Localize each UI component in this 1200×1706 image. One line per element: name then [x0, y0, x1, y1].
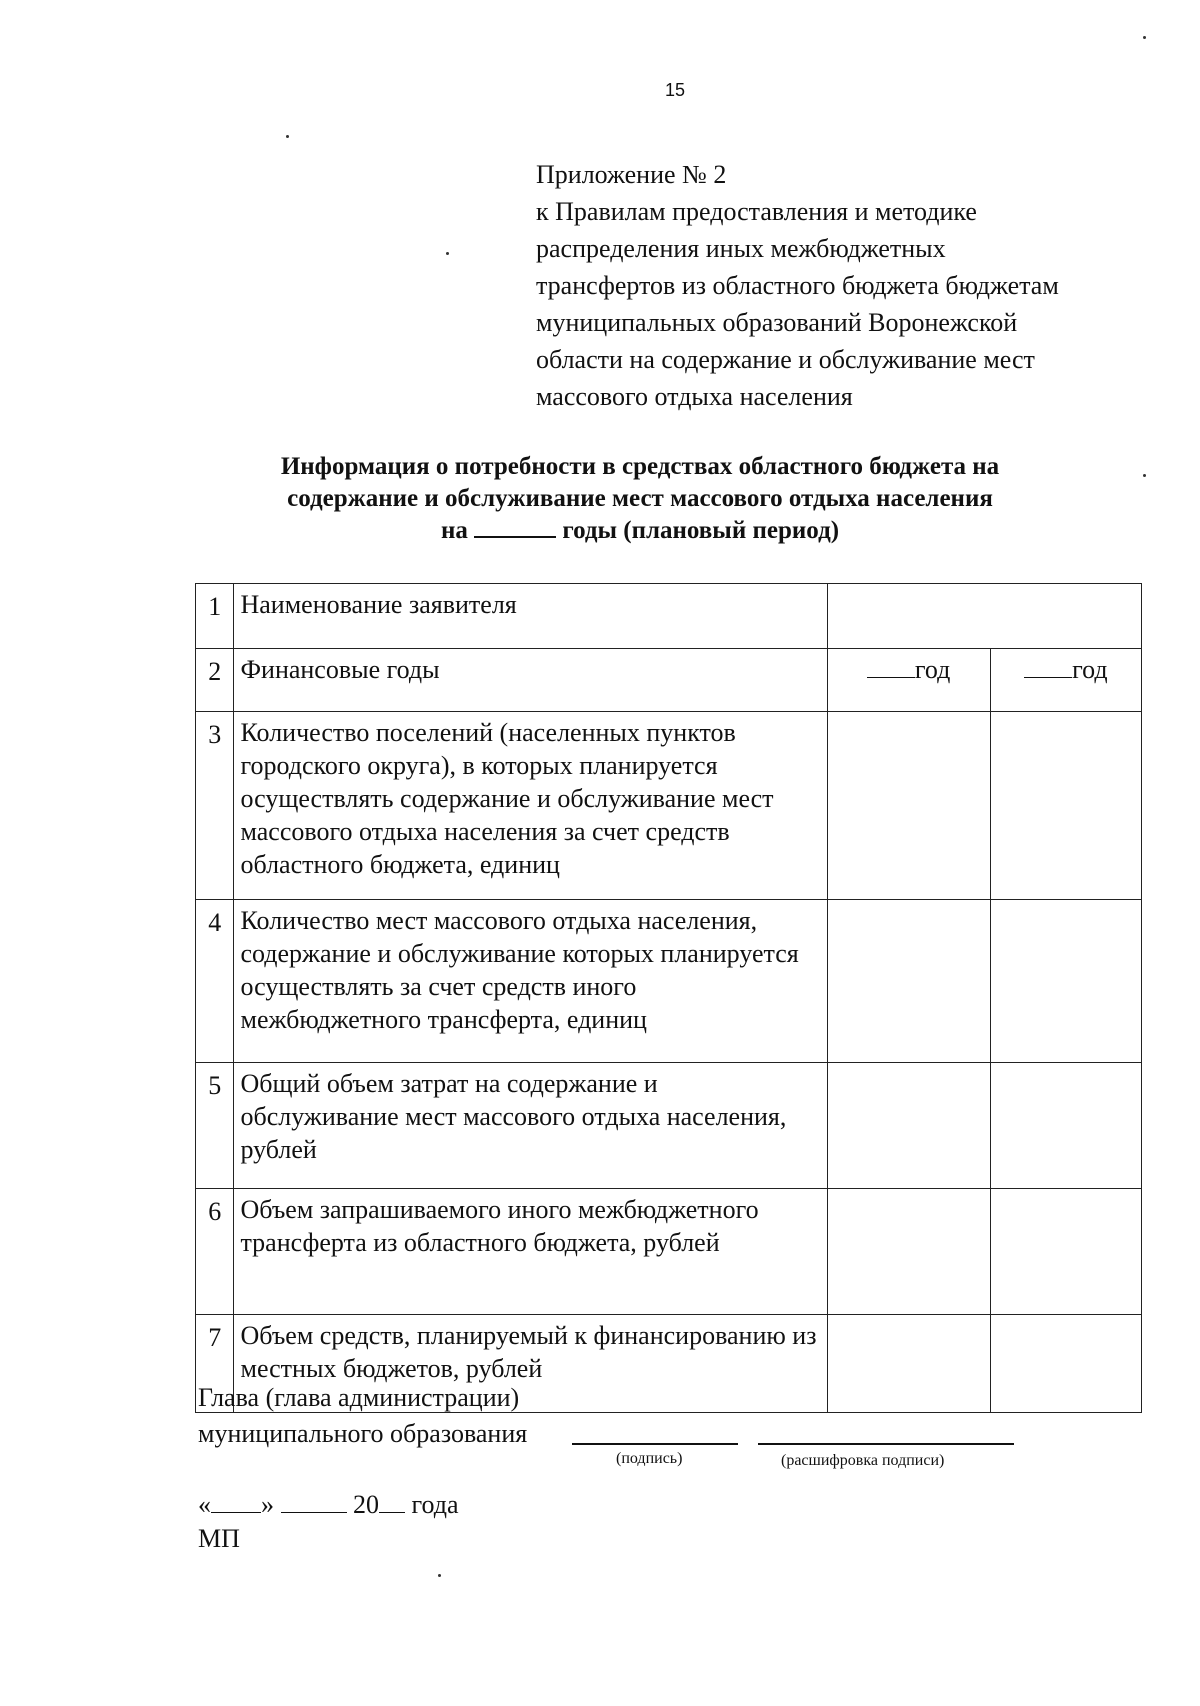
- year-2-label: год: [1072, 655, 1108, 684]
- month-blank[interactable]: [281, 1490, 347, 1513]
- row-number: 3: [196, 712, 234, 900]
- title-line-2: содержание и обслуживание мест массового отдыха населения: [287, 485, 993, 512]
- year-1-label: год: [914, 655, 951, 684]
- row-number: 5: [196, 1063, 234, 1189]
- title-prefix: на: [440, 517, 468, 544]
- table-row: [196, 900, 1142, 1063]
- date-suffix: года: [411, 1490, 459, 1519]
- applicant-name-cell[interactable]: [827, 584, 1141, 649]
- value-cell-year-2[interactable]: [990, 900, 1141, 1063]
- table-row: [196, 584, 1142, 649]
- year-1-blank[interactable]: [867, 657, 915, 678]
- row-label: Наименование заявителя: [234, 584, 827, 649]
- page-number: 15: [664, 80, 686, 100]
- signature-decoding-line[interactable]: [758, 1443, 1014, 1445]
- appendix-line: области на содержание и обслуживание мест: [536, 345, 1035, 374]
- row-number: 1: [196, 584, 234, 649]
- year-blank[interactable]: [379, 1490, 405, 1513]
- date-close-quote: »: [261, 1490, 274, 1519]
- signature-block: [198, 1380, 1098, 1452]
- appendix-line: массового отдыха населения: [536, 382, 853, 411]
- signatory-line-2: муниципального образования: [198, 1419, 528, 1448]
- row-label: Количество мест массового отдыха населения, содержание и обслуживание которых планируется осуществлять за счет средств иного межбюджетного трансферта, единиц: [234, 900, 827, 1063]
- row-number: 2: [196, 649, 234, 712]
- row-label: Объем средств, планируемый к финансированию из местных бюджетов, рублей: [234, 1315, 827, 1413]
- appendix-header: [536, 156, 1156, 415]
- table-row: [196, 649, 1142, 712]
- row-label: Общий объем затрат на содержание и обслуживание мест массового отдыха населения, рублей: [234, 1063, 827, 1189]
- row-number: 6: [196, 1189, 234, 1315]
- appendix-line: Приложение № 2: [536, 160, 727, 189]
- year-prefix: 20: [353, 1490, 379, 1519]
- row-number: 7: [196, 1315, 234, 1413]
- appendix-line: распределения иных межбюджетных: [536, 234, 946, 263]
- year-2-cell[interactable]: [990, 649, 1141, 712]
- table-row: [196, 1189, 1142, 1315]
- value-cell-year-2[interactable]: [990, 1063, 1141, 1189]
- table-row: [196, 712, 1142, 900]
- year-2-blank[interactable]: [1024, 657, 1072, 678]
- title-suffix: годы (плановый период): [562, 517, 840, 544]
- signature-decoding-caption: (расшифровка подписи): [781, 1452, 945, 1469]
- signatory-line-1: Глава (глава администрации): [198, 1383, 520, 1412]
- row-label: Финансовые годы: [234, 649, 827, 712]
- scan-speck: [1143, 36, 1146, 39]
- value-cell-year-1[interactable]: [827, 712, 990, 900]
- appendix-line: трансфертов из областного бюджета бюджетам: [536, 271, 1059, 300]
- scan-speck: [438, 1574, 441, 1577]
- value-cell-year-2[interactable]: [990, 1189, 1141, 1315]
- signature-line[interactable]: [572, 1443, 738, 1445]
- value-cell-year-2[interactable]: [990, 712, 1141, 900]
- table-row: [196, 1063, 1142, 1189]
- value-cell-year-1[interactable]: [827, 900, 990, 1063]
- title-line-3: [180, 515, 1100, 547]
- title-line-1: Информация о потребности в средствах областного бюджета на: [280, 453, 1000, 480]
- date-open-quote: «: [198, 1490, 211, 1519]
- row-number: 4: [196, 900, 234, 1063]
- scan-speck: [286, 135, 289, 138]
- appendix-line: муниципальных образований Воронежской: [536, 308, 1018, 337]
- year-1-cell[interactable]: [827, 649, 990, 712]
- row-label: Количество поселений (населенных пунктов городского округа), в которых планируется осуществлять содержание и обслуживание мест массового отдыха населения за счет средств областного бюджета, единиц: [234, 712, 827, 900]
- date-line: [198, 1490, 459, 1520]
- value-cell-year-1[interactable]: [827, 1189, 990, 1315]
- scan-speck: [1143, 474, 1146, 477]
- day-blank[interactable]: [211, 1490, 261, 1513]
- row-label: Объем запрашиваемого иного межбюджетного трансферта из областного бюджета, рублей: [234, 1189, 827, 1315]
- appendix-line: к Правилам предоставления и методике: [536, 197, 977, 226]
- signature-caption: (подпись): [616, 1450, 683, 1467]
- value-cell-year-1[interactable]: [827, 1063, 990, 1189]
- period-blank-field[interactable]: [474, 516, 556, 538]
- seal-placeholder: МП: [198, 1524, 240, 1553]
- needs-table: [195, 583, 1142, 1413]
- document-title: [180, 451, 1100, 547]
- scan-speck: [446, 252, 449, 255]
